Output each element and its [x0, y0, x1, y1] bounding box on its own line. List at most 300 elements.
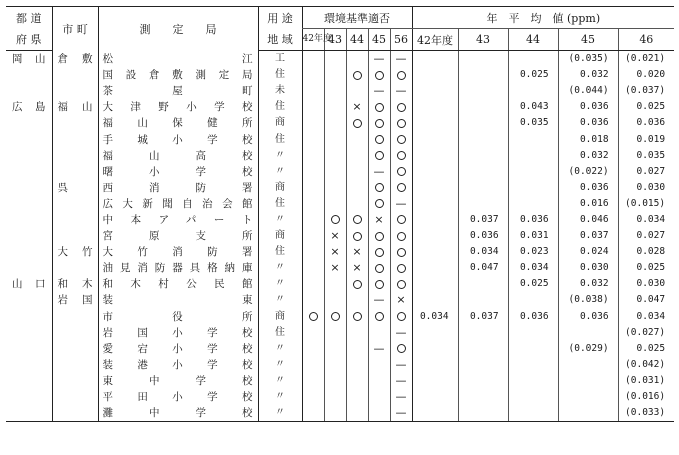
- prefecture-cell: [6, 131, 52, 147]
- compliance-mark-cell: [368, 357, 390, 373]
- station-name: 装東: [98, 292, 258, 308]
- compliant-circle-icon: [331, 215, 340, 224]
- compliance-mark-cell: [324, 83, 346, 99]
- not-evaluated-dash-icon: —: [373, 341, 385, 355]
- compliance-mark-cell: [368, 309, 390, 325]
- compliance-mark-cell: [368, 67, 390, 83]
- compliance-mark-cell: [368, 244, 390, 260]
- annual-average-value: [412, 276, 458, 292]
- annual-average-value: [412, 373, 458, 389]
- table-row: [6, 228, 674, 244]
- prefecture-cell: [6, 244, 52, 260]
- city-cell: [52, 164, 98, 180]
- compliance-mark-cell: [346, 180, 368, 196]
- annual-average-value: [458, 276, 508, 292]
- compliant-circle-icon: [397, 167, 406, 176]
- compliance-mark-cell: [390, 244, 412, 260]
- compliance-mark-cell: [346, 131, 368, 147]
- prefecture-cell: [6, 260, 52, 276]
- station-name: 福山高校: [98, 148, 258, 164]
- prefecture-cell: [6, 389, 52, 405]
- annual-average-value: [458, 292, 508, 308]
- city-cell: 呉: [52, 180, 98, 196]
- compliance-mark-cell: [302, 131, 324, 147]
- annual-average-value: (0.042): [618, 357, 674, 373]
- compliance-mark-cell: [302, 357, 324, 373]
- compliance-mark-cell: [368, 99, 390, 115]
- annual-average-value: [458, 196, 508, 212]
- table-row: [6, 276, 674, 292]
- compliance-mark-cell: [324, 180, 346, 196]
- annual-average-value: 0.028: [618, 244, 674, 260]
- noncompliant-cross-icon: ×: [352, 261, 362, 275]
- annual-average-value: [458, 67, 508, 83]
- annual-average-value: [508, 196, 558, 212]
- compliance-mark-cell: [324, 51, 346, 68]
- compliance-mark-cell: [390, 164, 412, 180]
- prefecture-cell: 山 口: [12, 278, 46, 291]
- compliance-year-45: 45: [368, 29, 390, 51]
- average-year-43: 43: [458, 29, 508, 51]
- not-evaluated-dash-icon: —: [395, 373, 407, 387]
- compliance-mark-cell: [346, 164, 368, 180]
- compliance-mark-cell: [302, 405, 324, 422]
- not-evaluated-dash-icon: —: [395, 357, 407, 371]
- table-row: [6, 115, 674, 131]
- compliance-year-42: 42年度: [302, 29, 324, 51]
- annual-average-value: 0.024: [558, 244, 618, 260]
- land-use-cell: 住: [258, 196, 302, 212]
- compliance-mark-cell: [368, 180, 390, 196]
- compliance-mark-cell: [368, 115, 390, 131]
- not-evaluated-dash-icon: —: [373, 84, 385, 98]
- compliance-mark-cell: [390, 309, 412, 325]
- annual-average-value: 0.030: [558, 260, 618, 276]
- compliance-mark-cell: [368, 164, 390, 180]
- annual-average-value: 0.037: [458, 309, 508, 325]
- compliance-mark-cell: [324, 115, 346, 131]
- compliance-mark-cell: [324, 99, 346, 115]
- annual-average-value: [412, 196, 458, 212]
- compliant-circle-icon: [375, 119, 384, 128]
- annual-average-value: [412, 67, 458, 83]
- compliance-mark-cell: [324, 196, 346, 212]
- annual-average-value: 0.036: [508, 309, 558, 325]
- compliance-mark-cell: [302, 341, 324, 357]
- land-use-cell: 〃: [258, 405, 302, 422]
- compliance-mark-cell: [324, 228, 346, 244]
- table-row: [6, 83, 674, 99]
- not-evaluated-dash-icon: —: [373, 164, 385, 178]
- station-name: 茶屋町: [98, 83, 258, 99]
- compliance-mark-cell: [324, 405, 346, 422]
- compliance-mark-cell: [346, 148, 368, 164]
- compliance-mark-cell: [390, 325, 412, 341]
- compliant-circle-icon: [375, 199, 384, 208]
- station-name: 油見消防器具格納庫: [98, 260, 258, 276]
- compliance-mark-cell: [390, 292, 412, 308]
- compliance-mark-cell: [302, 325, 324, 341]
- compliance-mark-cell: [390, 51, 412, 68]
- compliance-mark-cell: [368, 212, 390, 228]
- annual-average-value: [508, 148, 558, 164]
- compliance-mark-cell: [324, 276, 346, 292]
- prefecture-cell: [6, 164, 52, 180]
- compliance-mark-cell: [346, 292, 368, 308]
- prefecture-cell: [6, 228, 52, 244]
- annual-average-value: [508, 341, 558, 357]
- land-use-cell: 〃: [258, 212, 302, 228]
- annual-average-value: 0.036: [618, 115, 674, 131]
- station-name: 大竹消防署: [98, 244, 258, 260]
- annual-average-value: 0.023: [508, 244, 558, 260]
- annual-average-value: [458, 148, 508, 164]
- compliance-mark-cell: [302, 212, 324, 228]
- compliant-circle-icon: [397, 264, 406, 273]
- compliance-mark-cell: [368, 83, 390, 99]
- annual-average-value: [412, 164, 458, 180]
- city-cell: [52, 373, 98, 389]
- city-cell: [52, 405, 98, 422]
- land-use-cell: 住: [258, 131, 302, 147]
- table-row: [6, 51, 674, 68]
- compliance-mark-cell: [368, 260, 390, 276]
- compliance-mark-cell: [302, 148, 324, 164]
- annual-average-value: [508, 131, 558, 147]
- city-cell: 大 竹: [52, 244, 98, 260]
- annual-average-value: [508, 389, 558, 405]
- prefecture-cell: [6, 148, 52, 164]
- table-row: [6, 341, 674, 357]
- table-header: [6, 7, 674, 51]
- land-use-cell: 〃: [258, 341, 302, 357]
- compliance-mark-cell: [346, 99, 368, 115]
- prefecture-cell: 岡 山: [12, 53, 46, 66]
- compliant-circle-icon: [375, 151, 384, 160]
- prefecture-cell: [6, 405, 52, 422]
- station-name: 愛宕小学校: [98, 341, 258, 357]
- annual-average-value: 0.043: [508, 99, 558, 115]
- compliance-mark-cell: [346, 244, 368, 260]
- compliance-mark-cell: [390, 405, 412, 422]
- land-use-cell: 商: [258, 180, 302, 196]
- compliance-mark-cell: [324, 212, 346, 228]
- prefecture-cell: [6, 292, 52, 308]
- compliant-circle-icon: [353, 119, 362, 128]
- annual-average-value: 0.034: [508, 260, 558, 276]
- compliance-mark-cell: [346, 51, 368, 68]
- compliance-mark-cell: [302, 276, 324, 292]
- prefecture-cell: [6, 325, 52, 341]
- station-name: 宮原支所: [98, 228, 258, 244]
- annual-average-value: 0.025: [508, 276, 558, 292]
- city-cell: [52, 228, 98, 244]
- land-use-cell: 商: [258, 309, 302, 325]
- city-cell: [52, 196, 98, 212]
- city-cell: [52, 131, 98, 147]
- compliance-mark-cell: [346, 373, 368, 389]
- compliance-mark-cell: [324, 244, 346, 260]
- annual-average-value: 0.032: [558, 276, 618, 292]
- table-row: [6, 180, 674, 196]
- compliant-circle-icon: [353, 71, 362, 80]
- table-body: [6, 51, 674, 422]
- prefecture-cell: [6, 67, 52, 83]
- compliance-mark-cell: [302, 389, 324, 405]
- annual-average-value: 0.037: [558, 228, 618, 244]
- annual-average-value: [412, 389, 458, 405]
- land-use-cell: 〃: [258, 357, 302, 373]
- compliance-mark-cell: [346, 276, 368, 292]
- city-cell: 岩 国: [52, 292, 98, 308]
- noncompliant-cross-icon: ×: [352, 100, 362, 114]
- compliant-circle-icon: [397, 248, 406, 257]
- annual-average-value: [412, 148, 458, 164]
- compliant-circle-icon: [397, 183, 406, 192]
- prefecture-cell: [6, 196, 52, 212]
- annual-average-value: [458, 131, 508, 147]
- city-cell: 福 山: [52, 99, 98, 115]
- compliant-circle-icon: [397, 119, 406, 128]
- annual-average-value: [508, 51, 558, 68]
- station-name: 平田小学校: [98, 389, 258, 405]
- compliance-mark-cell: [302, 180, 324, 196]
- annual-average-value: [412, 357, 458, 373]
- table-row: [6, 405, 674, 422]
- compliance-mark-cell: [302, 83, 324, 99]
- annual-average-value: [412, 260, 458, 276]
- compliant-circle-icon: [353, 312, 362, 321]
- compliance-mark-cell: [346, 228, 368, 244]
- land-use-cell: 〃: [258, 164, 302, 180]
- compliance-mark-cell: [302, 292, 324, 308]
- annual-average-value: 0.036: [458, 228, 508, 244]
- annual-average-value: 0.019: [618, 131, 674, 147]
- compliance-mark-cell: [390, 260, 412, 276]
- prefecture-cell: [6, 83, 52, 99]
- not-evaluated-dash-icon: —: [395, 406, 407, 420]
- city-cell: 和 木: [52, 276, 98, 292]
- table-row: [6, 99, 674, 115]
- prefecture-cell: [6, 212, 52, 228]
- annual-average-value: [558, 373, 618, 389]
- annual-average-value: [508, 325, 558, 341]
- annual-average-value: [558, 325, 618, 341]
- compliant-circle-icon: [397, 280, 406, 289]
- annual-average-value: [458, 180, 508, 196]
- air-quality-table: [6, 6, 674, 422]
- compliance-mark-cell: [302, 309, 324, 325]
- annual-average-value: [412, 405, 458, 422]
- compliance-mark-cell: [324, 341, 346, 357]
- city-cell: [52, 309, 98, 325]
- compliance-mark-cell: [368, 341, 390, 357]
- table-row: [6, 148, 674, 164]
- land-use-cell: 商: [258, 115, 302, 131]
- station-name: 和木村公民館: [98, 276, 258, 292]
- compliance-mark-cell: [346, 357, 368, 373]
- table-row: [6, 212, 674, 228]
- station-name: 岩国小学校: [98, 325, 258, 341]
- annual-average-value: [458, 389, 508, 405]
- land-use-cell: 未: [258, 83, 302, 99]
- annual-average-value: 0.036: [558, 180, 618, 196]
- compliance-year-56: 56: [390, 29, 412, 51]
- compliance-year-43: 43: [324, 29, 346, 51]
- compliance-mark-cell: [346, 196, 368, 212]
- compliant-circle-icon: [353, 280, 362, 289]
- compliance-mark-cell: [390, 196, 412, 212]
- annual-average-value: [412, 228, 458, 244]
- compliance-mark-cell: [302, 196, 324, 212]
- city-cell: [52, 148, 98, 164]
- annual-average-value: 0.036: [558, 99, 618, 115]
- station-name: 広大新聞自治会館: [98, 196, 258, 212]
- station-name: 松江: [98, 51, 258, 68]
- station-name: 曙小学校: [98, 164, 258, 180]
- annual-average-value: [458, 51, 508, 68]
- compliance-mark-cell: [302, 164, 324, 180]
- land-use-cell: 商: [258, 228, 302, 244]
- compliance-mark-cell: [368, 51, 390, 68]
- compliant-circle-icon: [375, 232, 384, 241]
- annual-average-value: [558, 405, 618, 422]
- annual-average-value: [458, 373, 508, 389]
- annual-average-value: 0.034: [618, 212, 674, 228]
- city-cell: [52, 325, 98, 341]
- average-year-42: 42年度: [412, 29, 458, 51]
- annual-average-value: (0.021): [618, 51, 674, 68]
- compliant-circle-icon: [331, 312, 340, 321]
- compliance-mark-cell: [390, 83, 412, 99]
- compliance-mark-cell: [346, 405, 368, 422]
- land-use-cell: 〃: [258, 292, 302, 308]
- compliance-mark-cell: [302, 67, 324, 83]
- compliance-mark-cell: [324, 67, 346, 83]
- compliance-mark-cell: [324, 131, 346, 147]
- compliant-circle-icon: [397, 344, 406, 353]
- not-evaluated-dash-icon: —: [395, 84, 407, 98]
- compliance-mark-cell: [390, 389, 412, 405]
- city-cell: [52, 212, 98, 228]
- noncompliant-cross-icon: ×: [330, 245, 340, 259]
- annual-average-value: 0.018: [558, 131, 618, 147]
- annual-average-value: [412, 131, 458, 147]
- compliant-circle-icon: [397, 151, 406, 160]
- land-use-cell: 〃: [258, 276, 302, 292]
- annual-average-value: 0.032: [558, 148, 618, 164]
- annual-average-value: (0.022): [558, 164, 618, 180]
- compliance-mark-cell: [302, 228, 324, 244]
- annual-average-value: 0.032: [558, 67, 618, 83]
- annual-average-value: (0.031): [618, 373, 674, 389]
- compliance-mark-cell: [324, 389, 346, 405]
- annual-average-value: 0.034: [618, 309, 674, 325]
- prefecture-cell: [6, 357, 52, 373]
- land-use-cell: 〃: [258, 260, 302, 276]
- compliant-circle-icon: [353, 232, 362, 241]
- compliance-mark-cell: [368, 405, 390, 422]
- annual-average-value: [558, 389, 618, 405]
- compliance-mark-cell: [368, 276, 390, 292]
- compliance-mark-cell: [324, 148, 346, 164]
- average-year-46: 46: [618, 29, 674, 51]
- compliance-mark-cell: [390, 180, 412, 196]
- not-evaluated-dash-icon: —: [395, 390, 407, 404]
- station-name: 東中学校: [98, 373, 258, 389]
- annual-average-value: [508, 180, 558, 196]
- compliance-mark-cell: [324, 164, 346, 180]
- annual-average-value: [458, 99, 508, 115]
- annual-average-value: (0.027): [618, 325, 674, 341]
- compliance-mark-cell: [324, 260, 346, 276]
- compliance-mark-cell: [390, 148, 412, 164]
- annual-average-value: [412, 212, 458, 228]
- not-evaluated-dash-icon: —: [373, 293, 385, 307]
- table-row: [6, 357, 674, 373]
- land-use-cell: 住: [258, 325, 302, 341]
- compliant-circle-icon: [375, 280, 384, 289]
- annual-average-value: [412, 292, 458, 308]
- station-name: 福山保健所: [98, 115, 258, 131]
- station-name: 国設倉敷測定局: [98, 67, 258, 83]
- land-use-cell: 住: [258, 244, 302, 260]
- station-name: 西消防署: [98, 180, 258, 196]
- compliant-circle-icon: [397, 71, 406, 80]
- compliance-mark-cell: [324, 357, 346, 373]
- annual-average-value: (0.016): [618, 389, 674, 405]
- compliance-mark-cell: [390, 341, 412, 357]
- compliance-mark-cell: [390, 276, 412, 292]
- annual-average-value: 0.025: [508, 67, 558, 83]
- compliance-header: 環境基準適否: [302, 7, 412, 29]
- land-use-cell: 住: [258, 67, 302, 83]
- compliance-mark-cell: [302, 244, 324, 260]
- annual-average-value: [458, 405, 508, 422]
- use-header-top: 用 途: [258, 7, 302, 29]
- city-cell: [52, 67, 98, 83]
- compliance-year-44: 44: [346, 29, 368, 51]
- compliance-mark-cell: [302, 115, 324, 131]
- land-use-cell: 〃: [258, 148, 302, 164]
- pref-header-top: 都 道: [6, 7, 52, 29]
- compliance-mark-cell: [346, 212, 368, 228]
- city-header: 市 町: [52, 7, 98, 51]
- compliant-circle-icon: [397, 135, 406, 144]
- annual-average-value: [458, 83, 508, 99]
- annual-average-value: 0.030: [618, 180, 674, 196]
- compliance-mark-cell: [324, 373, 346, 389]
- city-cell: [52, 115, 98, 131]
- annual-average-value: [458, 115, 508, 131]
- compliant-circle-icon: [309, 312, 318, 321]
- annual-average-value: 0.034: [412, 309, 458, 325]
- annual-average-value: [508, 164, 558, 180]
- compliance-mark-cell: [390, 115, 412, 131]
- annual-average-value: (0.044): [558, 83, 618, 99]
- compliance-mark-cell: [324, 292, 346, 308]
- annual-average-value: (0.029): [558, 341, 618, 357]
- compliant-circle-icon: [397, 232, 406, 241]
- compliant-circle-icon: [397, 312, 406, 321]
- compliance-mark-cell: [390, 212, 412, 228]
- table-row: [6, 260, 674, 276]
- average-year-44: 44: [508, 29, 558, 51]
- annual-average-value: 0.035: [508, 115, 558, 131]
- station-name: 大津野小学校: [98, 99, 258, 115]
- compliance-mark-cell: [368, 373, 390, 389]
- table-row: [6, 196, 674, 212]
